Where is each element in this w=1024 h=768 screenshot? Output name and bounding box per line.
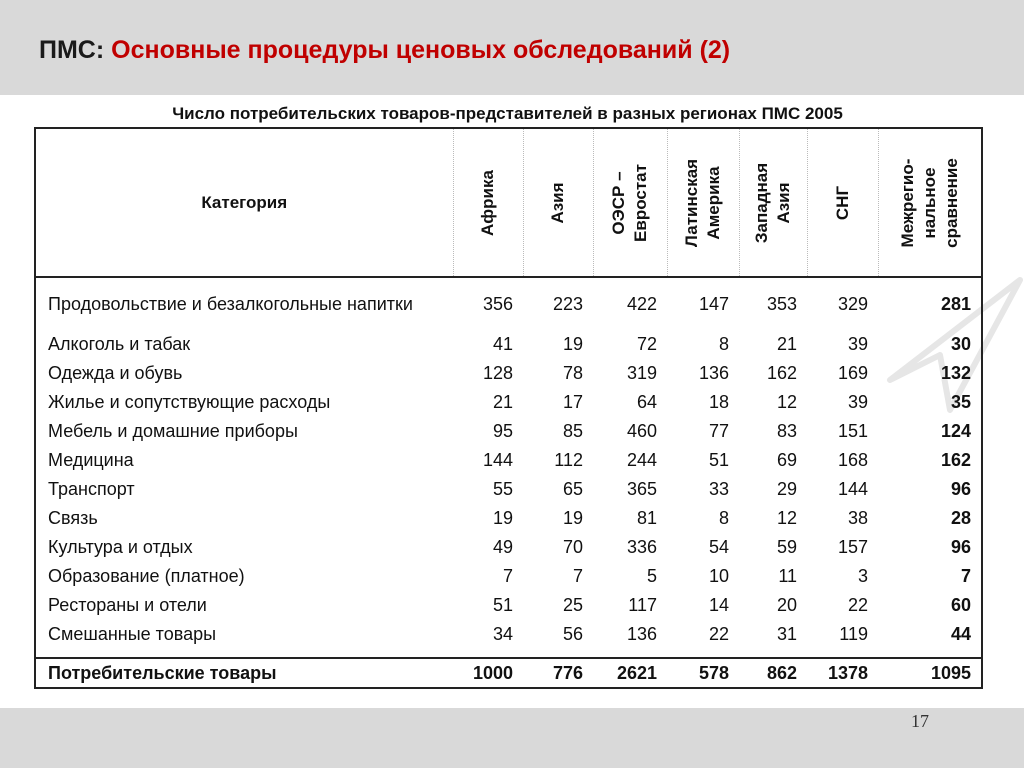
value-cell: 776 xyxy=(523,658,593,688)
header-column-line: сравнение xyxy=(941,157,961,248)
table-frame xyxy=(34,127,981,683)
value-cell: 169 xyxy=(837,363,868,383)
value-cell: 10 xyxy=(708,566,729,586)
row-label: Медицина xyxy=(35,446,453,475)
row-label: Мебель и домашние приборы xyxy=(35,417,453,446)
value-cell: 353 xyxy=(766,293,797,314)
table-row xyxy=(35,359,982,388)
table-row xyxy=(35,417,982,446)
header-column xyxy=(807,128,878,277)
value-cell: 2621 xyxy=(593,658,667,688)
value-cell: 162 xyxy=(766,363,797,383)
value-cell: 7 xyxy=(878,562,982,591)
value-cell: 25 xyxy=(562,595,583,615)
data-table xyxy=(34,127,983,689)
value-cell: 144 xyxy=(482,450,513,470)
value-cell: 54 xyxy=(708,537,729,557)
value-cell: 20 xyxy=(776,595,797,615)
header-column-line: Евростат xyxy=(631,163,650,242)
value-cell: 144 xyxy=(837,479,868,499)
slide-title-main: Основные процедуры ценовых обследований (2) xyxy=(111,36,731,64)
value-cell: 96 xyxy=(878,533,982,562)
value-cell: 51 xyxy=(708,450,729,470)
value-cell: 39 xyxy=(847,392,868,412)
value-cell: 59 xyxy=(776,537,797,557)
value-cell: 136 xyxy=(698,363,729,383)
value-cell: 132 xyxy=(878,359,982,388)
header-column-line: Латинская xyxy=(682,158,701,247)
value-cell: 29 xyxy=(776,479,797,499)
header-column xyxy=(878,128,982,277)
slide-title-prefix: ПМС: xyxy=(39,36,105,64)
value-cell: 21 xyxy=(776,334,797,354)
value-cell: 157 xyxy=(837,537,868,557)
value-cell: 119 xyxy=(839,624,868,644)
value-cell: 95 xyxy=(492,421,513,441)
value-cell: 112 xyxy=(554,450,583,470)
value-cell: 72 xyxy=(636,334,657,354)
value-cell: 60 xyxy=(878,591,982,620)
value-cell: 319 xyxy=(626,363,657,383)
table-row xyxy=(35,475,982,504)
value-cell: 1095 xyxy=(878,658,982,688)
value-cell: 136 xyxy=(626,624,657,644)
value-cell: 422 xyxy=(626,293,657,314)
table-row xyxy=(35,591,982,620)
row-label: Алкоголь и табак xyxy=(35,330,453,359)
header-column-line: Западная xyxy=(752,162,771,243)
row-label: Связь xyxy=(35,504,453,533)
header-category: Категория xyxy=(35,128,453,277)
value-cell: 11 xyxy=(778,566,797,586)
value-cell: 55 xyxy=(492,479,513,499)
value-cell: 30 xyxy=(878,330,982,359)
value-cell: 18 xyxy=(708,392,729,412)
value-cell: 65 xyxy=(562,479,583,499)
value-cell: 19 xyxy=(492,508,513,528)
row-label: Образование (платное) xyxy=(35,562,453,591)
value-cell: 78 xyxy=(562,363,583,383)
value-cell: 117 xyxy=(628,595,657,615)
value-cell: 96 xyxy=(878,475,982,504)
value-cell: 56 xyxy=(562,624,583,644)
value-cell: 17 xyxy=(562,392,583,412)
header-column xyxy=(523,128,593,277)
value-cell: 31 xyxy=(776,624,797,644)
value-cell: 244 xyxy=(626,450,657,470)
value-cell: 1000 xyxy=(453,658,523,688)
header-column-line: Азия xyxy=(548,181,567,224)
row-label: Жилье и сопутствующие расходы xyxy=(35,388,453,417)
table-row xyxy=(35,533,982,562)
value-cell: 34 xyxy=(492,624,513,644)
header-column-line: ОЭСР – xyxy=(609,170,628,235)
header-column-line: СНГ xyxy=(832,185,852,220)
value-cell: 19 xyxy=(562,508,583,528)
value-cell: 8 xyxy=(718,508,729,528)
value-cell: 223 xyxy=(552,293,583,314)
value-cell: 64 xyxy=(636,392,657,412)
value-cell: 147 xyxy=(698,293,729,314)
table-row xyxy=(35,504,982,533)
value-cell: 7 xyxy=(502,566,513,586)
value-cell: 1378 xyxy=(807,658,878,688)
value-cell: 7 xyxy=(572,566,583,586)
value-cell: 336 xyxy=(626,537,657,557)
value-cell: 460 xyxy=(626,421,657,441)
value-cell: 44 xyxy=(878,620,982,649)
header-column-line: нальное xyxy=(919,166,939,239)
header-column-line: Америка xyxy=(704,165,723,240)
spacer-row xyxy=(35,649,982,658)
value-cell: 70 xyxy=(562,537,583,557)
row-label: Транспорт xyxy=(35,475,453,504)
value-cell: 5 xyxy=(646,566,657,586)
value-cell: 578 xyxy=(667,658,739,688)
value-cell: 168 xyxy=(837,450,868,470)
value-cell: 22 xyxy=(847,595,868,615)
value-cell: 83 xyxy=(776,421,797,441)
value-cell: 35 xyxy=(878,388,982,417)
value-cell: 862 xyxy=(739,658,807,688)
value-cell: 33 xyxy=(708,479,729,499)
slide-title xyxy=(39,36,730,65)
table-row xyxy=(35,388,982,417)
value-cell: 14 xyxy=(708,595,729,615)
row-label: Культура и отдых xyxy=(35,533,453,562)
header-column-line: Межрегио- xyxy=(897,158,917,247)
row-label: Продовольствие и безалкогольные напитки xyxy=(35,277,453,330)
table-body xyxy=(35,277,982,688)
value-cell: 356 xyxy=(482,293,513,314)
header-column xyxy=(667,128,739,277)
row-label: Одежда и обувь xyxy=(35,359,453,388)
table-row xyxy=(35,277,982,330)
value-cell: 69 xyxy=(776,450,797,470)
table-row xyxy=(35,330,982,359)
value-cell: 39 xyxy=(847,334,868,354)
value-cell: 85 xyxy=(562,421,583,441)
header-column xyxy=(593,128,667,277)
footer-bar xyxy=(0,708,1024,768)
value-cell: 329 xyxy=(837,293,868,314)
header-column-line: Африка xyxy=(478,169,497,236)
value-cell: 12 xyxy=(776,392,797,412)
row-label: Потребительские товары xyxy=(35,658,453,688)
value-cell: 12 xyxy=(776,508,797,528)
value-cell: 49 xyxy=(492,537,513,557)
table-row xyxy=(35,446,982,475)
value-cell: 365 xyxy=(626,479,657,499)
header-column xyxy=(739,128,807,277)
value-cell: 3 xyxy=(857,566,868,586)
value-cell: 281 xyxy=(878,277,982,330)
value-cell: 8 xyxy=(718,334,729,354)
table-header-row xyxy=(35,128,982,277)
value-cell: 162 xyxy=(878,446,982,475)
page-number: 17 xyxy=(911,711,929,731)
value-cell: 51 xyxy=(492,595,513,615)
table-row xyxy=(35,620,982,649)
value-cell: 38 xyxy=(847,508,868,528)
value-cell: 22 xyxy=(708,624,729,644)
value-cell: 28 xyxy=(878,504,982,533)
value-cell: 124 xyxy=(878,417,982,446)
header-column xyxy=(453,128,523,277)
value-cell: 41 xyxy=(492,334,513,354)
row-label: Рестораны и отели xyxy=(35,591,453,620)
value-cell: 77 xyxy=(708,421,729,441)
value-cell: 21 xyxy=(492,392,513,412)
value-cell: 128 xyxy=(482,363,513,383)
value-cell: 19 xyxy=(562,334,583,354)
total-row xyxy=(35,658,982,688)
value-cell: 151 xyxy=(837,421,868,441)
row-label: Смешанные товары xyxy=(35,620,453,649)
header-column-line: Азия xyxy=(774,181,793,224)
table-caption: Число потребительских товаров-представителей в разных регионах ПМС 2005 xyxy=(172,104,843,123)
table-row xyxy=(35,562,982,591)
value-cell: 81 xyxy=(636,508,657,528)
